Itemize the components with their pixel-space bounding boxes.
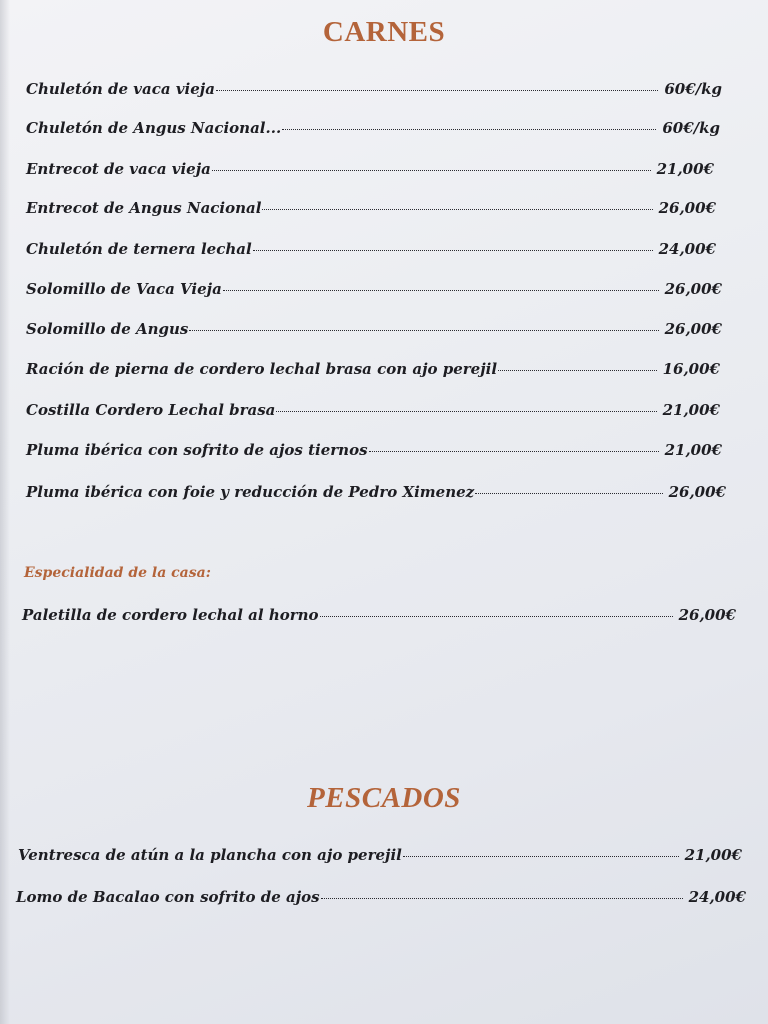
item-price: 24,00€ (658, 240, 716, 258)
item-price: 21,00€ (656, 160, 714, 178)
dot-leader (498, 370, 657, 371)
dot-leader (216, 90, 658, 91)
menu-item (26, 119, 720, 137)
item-name: Ración de pierna de cordero lechal brasa con ajo perejil (26, 360, 498, 378)
page-edge-shadow (0, 0, 10, 1024)
menu-item (26, 280, 722, 298)
item-name: Solomillo de Angus (26, 320, 189, 338)
item-name: Chuletón de Angus Nacional... (26, 119, 282, 137)
dot-leader (282, 129, 656, 130)
menu-item (22, 606, 736, 624)
item-price: 60€/kg (662, 119, 720, 137)
section-title-carnes: CARNES (322, 16, 446, 48)
item-name: Costilla Cordero Lechal brasa (26, 401, 276, 419)
item-name: Paletilla de cordero lechal al horno (22, 606, 319, 624)
menu-item (26, 483, 726, 501)
menu-item (26, 441, 722, 459)
dot-leader (369, 451, 659, 452)
dot-leader (475, 493, 662, 494)
dot-leader (253, 250, 653, 251)
item-price: 60€/kg (664, 80, 722, 98)
menu-item (26, 199, 716, 217)
dot-leader (321, 898, 683, 899)
item-name: Chuletón de vaca vieja (26, 80, 215, 98)
item-price: 16,00€ (662, 360, 720, 378)
item-price: 21,00€ (662, 401, 720, 419)
item-name: Entrecot de vaca vieja (26, 160, 211, 178)
menu-item (26, 160, 714, 178)
item-price: 26,00€ (658, 199, 716, 217)
dot-leader (212, 170, 651, 171)
dot-leader (262, 209, 652, 210)
item-name: Lomo de Bacalao con sofrito de ajos (16, 888, 320, 906)
dot-leader (276, 411, 656, 412)
item-price: 26,00€ (664, 320, 722, 338)
dot-leader (403, 856, 679, 857)
item-price: 24,00€ (688, 888, 746, 906)
item-name: Pluma ibérica con sofrito de ajos tiernos (26, 441, 368, 459)
item-name: Solomillo de Vaca Vieja (26, 280, 222, 298)
menu-item (16, 888, 746, 906)
item-price: 21,00€ (684, 846, 742, 864)
menu-item (26, 401, 720, 419)
menu-item (18, 846, 742, 864)
item-price: 26,00€ (668, 483, 726, 501)
section-title-pescados: PESCADOS (307, 782, 461, 814)
item-name: Ventresca de atún a la plancha con ajo perejil (18, 846, 402, 864)
dot-leader (320, 616, 673, 617)
item-price: 26,00€ (664, 280, 722, 298)
especialidad-label: Especialidad de la casa: (24, 565, 211, 581)
item-name: Entrecot de Angus Nacional (26, 199, 262, 217)
menu-item (26, 320, 722, 338)
menu-item (26, 240, 716, 258)
menu-item (26, 80, 722, 98)
item-price: 21,00€ (664, 441, 722, 459)
dot-leader (223, 290, 659, 291)
dot-leader (189, 330, 658, 331)
item-price: 26,00€ (678, 606, 736, 624)
menu-item (26, 360, 720, 378)
item-name: Pluma ibérica con foie y reducción de Pedro Ximenez (26, 483, 475, 501)
item-name: Chuletón de ternera lechal (26, 240, 252, 258)
